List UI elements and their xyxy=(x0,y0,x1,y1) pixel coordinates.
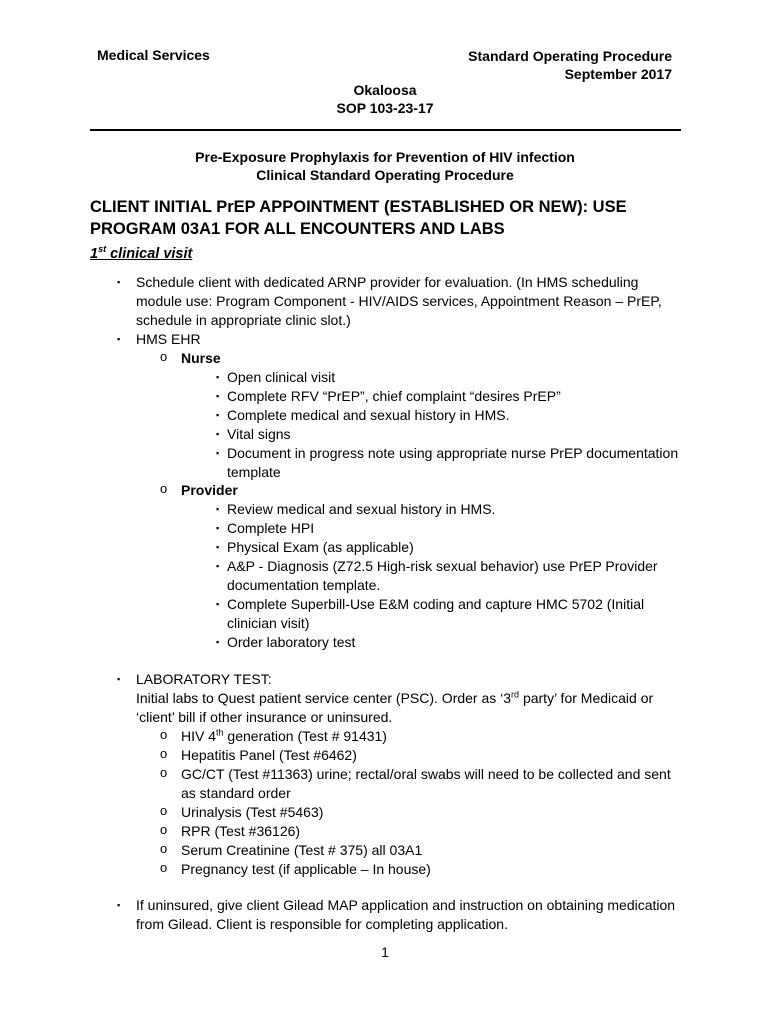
lab-test: Urinalysis (Test #5463) xyxy=(181,804,324,820)
lab-intro-text: party’ for Medicaid or xyxy=(519,690,654,706)
circle-bullet-icon: o xyxy=(160,822,168,837)
provider-label: Provider xyxy=(181,482,238,498)
square-bullet-icon: ▪ xyxy=(216,542,220,552)
square-bullet-icon: ▪ xyxy=(216,391,220,401)
header-doc-type xyxy=(468,47,672,83)
provider-item: Complete Superbill-Use E&M coding and capture HMC 5702 (Initial xyxy=(227,596,645,612)
square-bullet-icon: ▪ xyxy=(216,372,220,382)
nurse-item: Vital signs xyxy=(227,426,291,442)
nurse-item-continuation: template xyxy=(227,464,281,480)
header-sop-number: SOP 103-23-17 xyxy=(336,100,434,116)
lab-intro xyxy=(136,689,653,708)
circle-bullet-icon: o xyxy=(160,481,168,496)
square-bullet-icon: ▪ xyxy=(117,334,121,344)
circle-bullet-icon: o xyxy=(160,727,168,742)
provider-item-continuation: documentation template. xyxy=(227,577,381,593)
circle-bullet-icon: o xyxy=(160,860,168,875)
lab-label: LABORATORY TEST: xyxy=(136,671,272,687)
document-subtitle-line: Clinical Standard Operating Procedure xyxy=(256,167,514,183)
header-county: Okaloosa xyxy=(353,82,417,98)
circle-bullet-icon: o xyxy=(160,765,168,780)
circle-bullet-icon: o xyxy=(160,746,168,761)
visit-heading-sup: st xyxy=(98,244,107,255)
lab-test: Hepatitis Panel (Test #6462) xyxy=(181,747,357,763)
visit-heading xyxy=(90,246,192,262)
lab-test: RPR (Test #36126) xyxy=(181,823,301,839)
nurse-label: Nurse xyxy=(181,350,221,366)
nurse-item: Complete medical and sexual history in HMS. xyxy=(227,407,510,423)
ehr-label: HMS EHR xyxy=(136,331,201,347)
lab-intro-text: Initial labs to Quest patient service center (PSC). Order as ‘3 xyxy=(136,690,512,706)
square-bullet-icon: ▪ xyxy=(117,277,121,287)
lab-intro-line2: ‘client’ bill if other insurance or uninsured. xyxy=(136,709,393,725)
lab-test-continuation: as standard order xyxy=(181,785,291,801)
circle-bullet-icon: o xyxy=(160,803,168,818)
section-heading: CLIENT INITIAL PrEP APPOINTMENT (ESTABLISHED OR NEW): USE PROGRAM 03A1 FOR ALL ENCOUNTERS AND LABS xyxy=(90,198,627,238)
visit-heading-text: clinical visit xyxy=(106,246,193,262)
schedule-line: Schedule client with dedicated ARNP provider for evaluation. (In HMS scheduling xyxy=(136,274,639,290)
header-divider xyxy=(90,129,681,131)
schedule-line: schedule in appropriate clinic slot.) xyxy=(136,312,351,328)
nurse-item: Document in progress note using appropriate nurse PrEP documentation xyxy=(227,445,679,461)
nurse-item: Open clinical visit xyxy=(227,369,336,385)
provider-item: Order laboratory test xyxy=(227,634,356,650)
lab-test-sup: th xyxy=(216,727,224,738)
square-bullet-icon: ▪ xyxy=(117,900,121,910)
uninsured-line: If uninsured, give client Gilead MAP application and instruction on obtaining medication xyxy=(136,897,676,913)
page-number: 1 xyxy=(381,944,389,960)
header-department: Medical Services xyxy=(97,47,210,63)
circle-bullet-icon: o xyxy=(160,349,168,364)
square-bullet-icon: ▪ xyxy=(216,504,220,514)
lab-test: GC/CT (Test #11363) urine; rectal/oral swabs will need to be collected and sent xyxy=(181,766,671,782)
square-bullet-icon: ▪ xyxy=(216,599,220,609)
provider-item: Physical Exam (as applicable) xyxy=(227,539,414,555)
lab-test: Pregnancy test (if applicable – In house) xyxy=(181,861,431,877)
square-bullet-icon: ▪ xyxy=(216,448,220,458)
document-title-line: Pre-Exposure Prophylaxis for Prevention of HIV infection xyxy=(195,149,575,165)
header-doc-type-line: Standard Operating Procedure xyxy=(468,48,672,64)
square-bullet-icon: ▪ xyxy=(117,674,121,684)
lab-intro-sup: rd xyxy=(511,689,520,700)
header-date: September 2017 xyxy=(564,66,672,82)
square-bullet-icon: ▪ xyxy=(216,637,220,647)
nurse-item: Complete RFV “PrEP”, chief complaint “desires PrEP” xyxy=(227,388,561,404)
lab-test-text: generation (Test # 91431) xyxy=(223,728,387,744)
schedule-line: module use: Program Component - HIV/AIDS services, Appointment Reason – PrEP, xyxy=(136,293,662,309)
square-bullet-icon: ▪ xyxy=(216,429,220,439)
provider-item: Complete HPI xyxy=(227,520,315,536)
square-bullet-icon: ▪ xyxy=(216,523,220,533)
provider-item: Review medical and sexual history in HMS. xyxy=(227,501,496,517)
visit-heading-num: 1 xyxy=(90,246,99,262)
uninsured-line: from Gilead. Client is responsible for completing application. xyxy=(136,916,508,932)
lab-test-text: HIV 4 xyxy=(181,728,217,744)
provider-item: A&P - Diagnosis (Z72.5 High-risk sexual behavior) use PrEP Provider xyxy=(227,558,658,574)
header-center xyxy=(0,81,770,117)
circle-bullet-icon: o xyxy=(160,841,168,856)
square-bullet-icon: ▪ xyxy=(216,410,220,420)
lab-test: Serum Creatinine (Test # 375) all 03A1 xyxy=(181,842,423,858)
square-bullet-icon: ▪ xyxy=(216,561,220,571)
lab-test-hiv xyxy=(181,727,387,746)
provider-item-continuation: clinician visit) xyxy=(227,615,310,631)
document-title xyxy=(0,148,770,184)
